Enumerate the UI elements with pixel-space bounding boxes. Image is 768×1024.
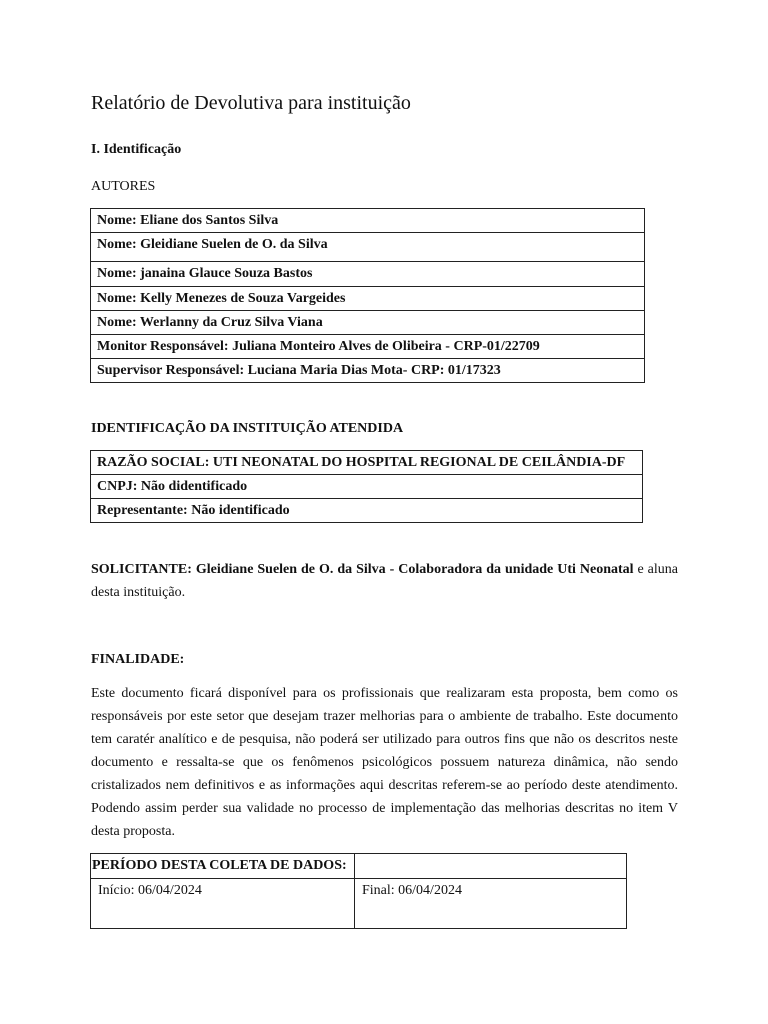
periodo-inicio: Início: 06/04/2024: [91, 879, 355, 929]
document-title: Relatório de Devolutiva para instituição: [91, 92, 411, 114]
representante-row: Representante: Não identificado: [91, 499, 643, 523]
autor-row: Nome: Werlanny da Cruz Silva Viana: [91, 311, 645, 335]
periodo-table: [90, 853, 627, 929]
finalidade-text: Este documento ficará disponível para os profissionais que realizaram esta proposta, bem como os responsáveis por este setor que desejam trazer melhorias para o ambiente de trabalho. Este documento tem caratér analítico e de pesquisa, não poderá ser utilizado para outros fins que não os descritos neste documento e ressalta-se que os fenômenos psicológicos possuem natureza dinâmica, não sendo cristalizados nem definitivos e as informações aqui descritas referem-se ao período deste atendimento. Podendo assim perder sua validade no processo de implementação das melhorias descritas no item V desta proposta.: [91, 686, 678, 839]
autor-row: Nome: janaina Glauce Souza Bastos: [91, 262, 645, 287]
solicitante-paragraph: [91, 558, 678, 604]
autores-table: [90, 208, 645, 383]
autores-heading: AUTORES: [91, 179, 156, 194]
periodo-header: PERÍODO DESTA COLETA DE DADOS:: [91, 854, 355, 879]
autor-row: Nome: Eliane dos Santos Silva: [91, 209, 645, 233]
periodo-header-empty: [355, 854, 627, 879]
cnpj-row: CNPJ: Não didentificado: [91, 475, 643, 499]
solicitante-label: SOLICITANTE: Gleidiane Suelen de O. da Silva - Colaboradora da unidade Uti Neonatal: [91, 562, 634, 577]
razao-social-row: RAZÃO SOCIAL: UTI NEONATAL DO HOSPITAL REGIONAL DE CEILÂNDIA-DF: [91, 451, 643, 475]
supervisor-row: Supervisor Responsável: Luciana Maria Dias Mota- CRP: 01/17323: [91, 359, 645, 383]
instituicao-table: [90, 450, 643, 523]
solicitante-rest: e aluna desta instituição.: [91, 562, 679, 600]
autor-row: Nome: Gleidiane Suelen de O. da Silva: [91, 233, 645, 262]
finalidade-heading: FINALIDADE:: [91, 652, 185, 667]
instituicao-heading: IDENTIFICAÇÃO DA INSTITUIÇÃO ATENDIDA: [91, 421, 404, 436]
periodo-final: Final: 06/04/2024: [355, 879, 627, 929]
autor-row: Nome: Kelly Menezes de Souza Vargeides: [91, 287, 645, 311]
section-identificacao-heading: I. Identificação: [91, 142, 182, 157]
monitor-row: Monitor Responsável: Juliana Monteiro Alves de Olibeira - CRP-01/22709: [91, 335, 645, 359]
